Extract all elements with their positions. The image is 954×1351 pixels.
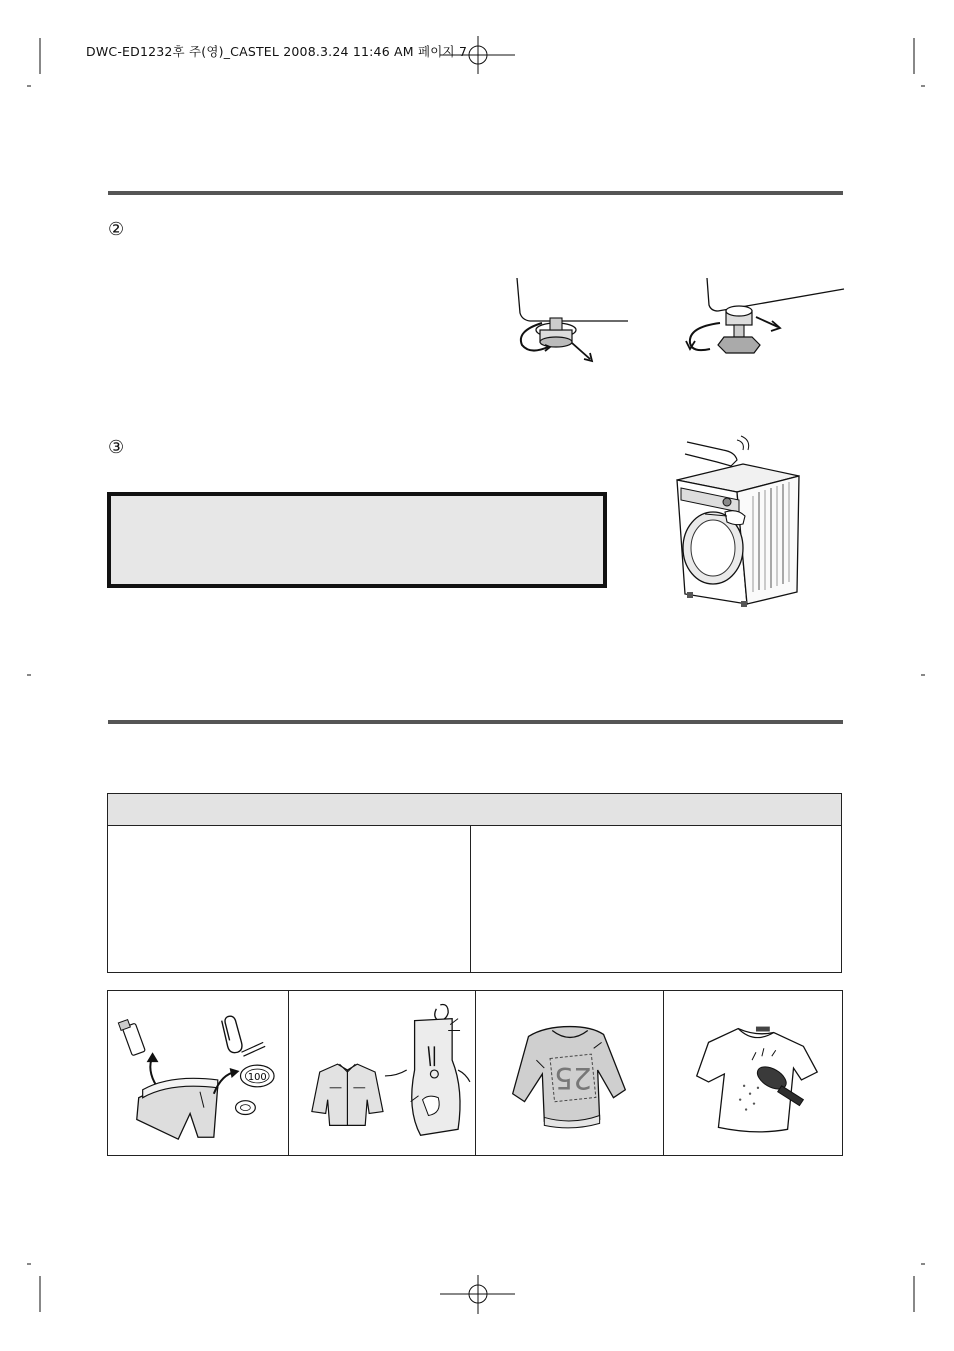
sorting-table-header [108, 794, 841, 826]
empty-pockets-illustration [108, 991, 288, 1155]
washer-rocking-illustration [665, 432, 805, 612]
leveling-foot-left-illustration [512, 275, 637, 370]
inside-out-sweater-illustration [476, 991, 663, 1155]
section-rule-top [108, 191, 843, 195]
sorting-table-divider [470, 826, 471, 972]
step-3-number: ③ [108, 437, 125, 458]
tie-strings-illustration [289, 991, 475, 1155]
print-header: DWC-ED1232후 주(영)_CASTEL 2008.3.24 11:46 AM 페이지 7 [86, 44, 468, 59]
note-box [107, 492, 607, 588]
coin-label: 100 [247, 1071, 267, 1083]
brush-stain-illustration [664, 991, 844, 1155]
sweater-number: 25 [554, 1061, 592, 1097]
step-2-number: ② [108, 219, 125, 240]
sorting-table [107, 793, 842, 973]
leveling-foot-right-illustration [682, 275, 847, 370]
section-rule-bottom [108, 720, 843, 724]
preparation-picture-strip [107, 990, 843, 1156]
